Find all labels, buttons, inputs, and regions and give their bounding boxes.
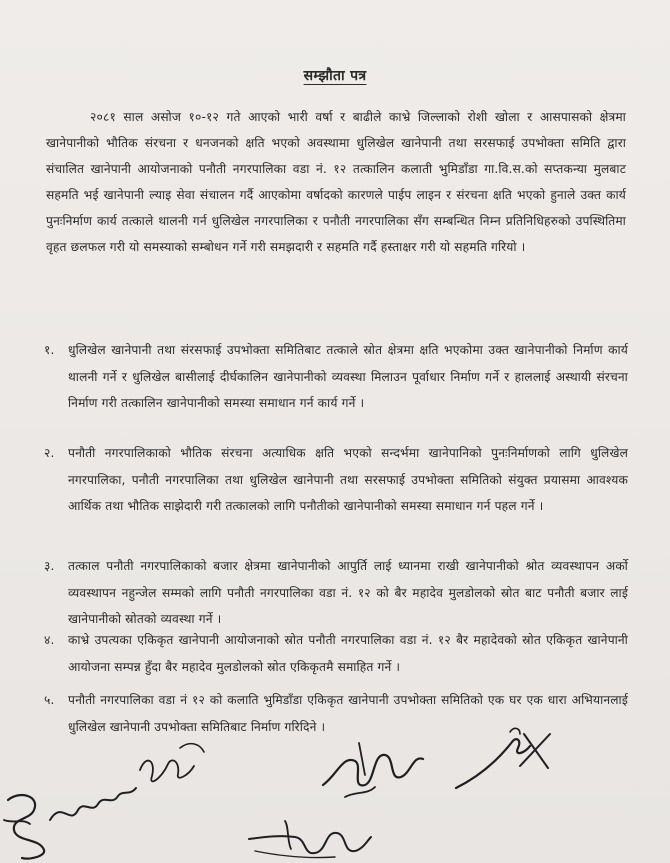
document-title (0, 66, 670, 85)
agreement-item (44, 440, 628, 520)
item-number: ३. (44, 559, 55, 573)
item-number: २. (44, 446, 55, 460)
item-text: तत्काल पनौती नगरपालिकाको बजार क्षेत्रमा खानेपानीको आपुर्ति लाई ध्यानमा राखी खानेपानीको श्रोत व्यवस्थापन अर्को व्यवस्थापन नहुन्जेल सम्मको लागि पनौती नगरपालिका वडा नं. १२ को बैर महादेव मुलडोलको स्रोत बाट पनौती बजार लाई खानेपानीको स्रोतको व्यवस्था गर्ने । (68, 559, 628, 626)
signature-bottom-center (245, 815, 375, 863)
agreement-item (44, 337, 628, 417)
agreement-item (44, 627, 628, 680)
item-number: ४. (44, 633, 55, 647)
intro-paragraph: २०८१ साल असोज १०-१२ गते आएको भारी वर्षा र बाढीले काभ्रे जिल्लाको रोशी खोला र आसपासको क्षेत्रमा खानेपानीको भौतिक संरचना र धनजनको क्षति भएको अवस्थामा धुलिखेल खानेपानी तथा सरसफाई उपभोक्ता समिति द्वारा संचालित खानेपानी आयोजनाको पनौती नगरपालिका वडा नं. १२ तत्कालिन कलाती भुमिडाँडा गा.वि.स.को सप्तकन्या मुलबाट सहमति भई खानेपानी ल्याइ सेवा संचालन गर्दै आएकोमा वर्षादको कारणले पाईप लाइन र संरचना क्षति भएको हुनाले उक्त कार्य पुनःनिर्माण कार्य तत्काले थालनी गर्न धुलिखेल नगरपालिका र पनौती नगरपालिका सँग सम्बन्धित निम्न प्रतिनिधिहरुको उपस्थितिमा वृहत छलफल गरी यो समस्याको सम्बोधन गर्ने गरी समझदारी र सहमति गर्दै हस्ताक्षर गरी यो सहमति गरियो । (46, 110, 626, 254)
title-text: सम्झौता पत्र (303, 68, 367, 84)
signature-left (40, 730, 220, 840)
item-text: काभ्रे उपत्यका एकिकृत खानेपानी आयोजनाको स्रोत पनौती नगरपालिका वडा नं. १२ बैर महादेवको स्रोत एकिकृत खानेपानी आयोजना सम्पन्न हुँदा बैर महादेव मुलडोलको स्रोत एकिकृतमै समाहित गर्ने । (68, 633, 628, 674)
item-text: धुलिखेल खानेपानी तथा संरसफाई उपभोक्ता समितिबाट तत्काले स्रोत क्षेत्रमा क्षति भएकोमा उक्त खानेपानीको निर्माण कार्य थालनी गर्ने र धुलिखेल बासीलाई दीर्घकालिन खानेपानीको व्यवस्था मिलाउन पूर्वाधार निर्माण गर्ने र हाललाई अस्थायी संरचना निर्माण गरी तत्कालिन खानेपानीको समस्या समाधान गर्न कार्य गर्ने । (68, 343, 628, 410)
item-text: पनौती नगरपालिकाको भौतिक संरचना अत्याधिक क्षति भएको सन्दर्भमा खानेपानिको पुनःनिर्माणको लागि धुलिखेल नगरपालिका, पनौती नगरपालिका तथा धुलिखेल खानेपानी तथा सरसफाई उपभोक्ता समितिको संयुक्त प्रयासमा आवश्यक आर्थिक तथा भौतिक साझेदारी गरी तत्कालको लागि पनौतीको खानेपानीको समस्या समाधान गर्न पहल गर्ने । (68, 446, 628, 513)
signature-middle (315, 735, 445, 810)
item-number: १. (44, 343, 55, 357)
item-text: पनौती नगरपालिका वडा नं १२ को कलाति भुमिडाँडा एकिकृत खानेपानी उपभोक्ता समितिको एक घर एक धारा अभियानलाई धुलिखेल खानेपानी उपभोक्ता समितिबाट निर्माण गरिदिने । (68, 693, 628, 734)
agreement-item (44, 553, 628, 633)
signature-bottom-left (0, 790, 60, 863)
item-number: ५. (44, 693, 55, 707)
agreement-item (44, 687, 628, 740)
